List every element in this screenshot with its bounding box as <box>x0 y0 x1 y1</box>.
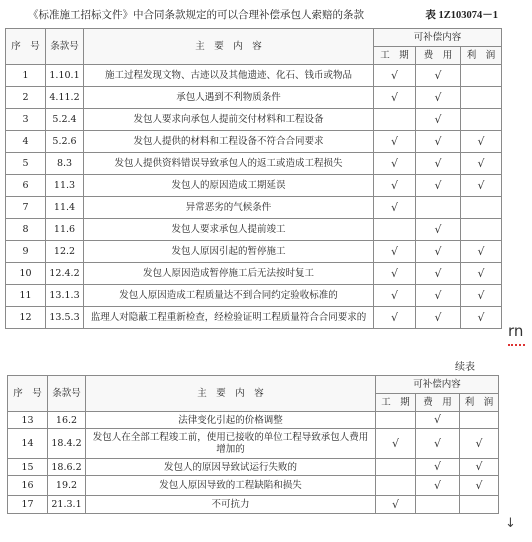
clause-number: 4.11.2 <box>46 87 84 109</box>
claims-table-main <box>5 28 502 329</box>
header-row-continued <box>8 376 499 394</box>
row-number: 13 <box>8 412 48 429</box>
row-content: 监理人对隐蔽工程重新检查，经检验证明工程质量符合合同要求的 <box>84 307 374 329</box>
cost-cell <box>416 175 461 197</box>
clause-number: 1.10.1 <box>46 65 84 87</box>
row-number: 1 <box>6 65 46 87</box>
row-number: 17 <box>8 496 48 514</box>
profit-cell <box>461 175 502 197</box>
table-row <box>6 263 502 285</box>
row-number: 15 <box>8 459 48 476</box>
table-row <box>6 285 502 307</box>
cost-cell <box>416 496 460 514</box>
period-cell <box>374 153 416 175</box>
check-mark-icon: √ <box>434 178 442 192</box>
cost-cell <box>416 412 460 429</box>
header-row <box>6 29 502 47</box>
period-cell <box>374 131 416 153</box>
period-cell <box>374 65 416 87</box>
table-row <box>8 496 499 514</box>
check-mark-icon: √ <box>475 478 483 492</box>
check-mark-icon: √ <box>434 112 442 126</box>
table-body-main <box>6 65 502 329</box>
cost-cell <box>416 263 461 285</box>
cost-cell <box>416 109 461 131</box>
cost-cell <box>416 65 461 87</box>
profit-cell <box>460 429 499 459</box>
clause-number: 11.3 <box>46 175 84 197</box>
profit-cell <box>460 496 499 514</box>
cost-cell <box>416 429 460 459</box>
cost-cell <box>416 87 461 109</box>
profit-cell <box>461 153 502 175</box>
margin-text: rn <box>508 322 524 340</box>
clause-number: 16.2 <box>48 412 86 429</box>
header-seq: 序 号 <box>6 29 46 65</box>
check-mark-icon: √ <box>390 156 398 170</box>
clause-number: 11.6 <box>46 219 84 241</box>
check-mark-icon: √ <box>434 134 442 148</box>
clause-number: 12.2 <box>46 241 84 263</box>
table-row <box>6 241 502 263</box>
row-content: 发包人要求承包人提前竣工 <box>84 219 374 241</box>
check-mark-icon: √ <box>475 436 483 450</box>
check-mark-icon: √ <box>390 288 398 302</box>
check-mark-icon: √ <box>390 68 398 82</box>
profit-cell <box>461 87 502 109</box>
row-content: 发包人原因造成暂停施工后无法按时复工 <box>84 263 374 285</box>
check-mark-icon: √ <box>390 178 398 192</box>
table-row <box>6 197 502 219</box>
table-row <box>6 175 502 197</box>
row-content: 发包人原因造成工程质量达不到合同约定验收标准的 <box>84 285 374 307</box>
check-mark-icon: √ <box>434 266 442 280</box>
header-compensable: 可补偿内容 <box>374 29 502 47</box>
row-number: 12 <box>6 307 46 329</box>
profit-cell <box>461 109 502 131</box>
profit-cell <box>461 131 502 153</box>
check-mark-icon: √ <box>477 244 485 258</box>
spellcheck-underline <box>508 341 525 346</box>
header-period: 工 期 <box>374 47 416 65</box>
clause-number: 5.2.4 <box>46 109 84 131</box>
cost-cell <box>416 285 461 307</box>
check-mark-icon: √ <box>390 200 398 214</box>
row-content: 发包人在全部工程竣工前，使用已接收的单位工程导致承包人费用增加的 <box>86 429 376 459</box>
table-code: 表 1Z103074－1 <box>425 10 498 21</box>
period-cell <box>374 219 416 241</box>
check-mark-icon: √ <box>433 413 441 426</box>
check-mark-icon: √ <box>477 288 485 302</box>
row-content: 发包人的原因导致试运行失败的 <box>86 459 376 476</box>
period-cell <box>374 307 416 329</box>
row-number: 16 <box>8 476 48 496</box>
cost-cell <box>416 307 461 329</box>
check-mark-icon: √ <box>433 460 441 473</box>
period-cell <box>374 285 416 307</box>
clause-number: 21.3.1 <box>48 496 86 514</box>
row-content: 发包人原因导致的工程缺陷和损失 <box>86 476 376 496</box>
table-row <box>8 412 499 429</box>
header-profit: 利 润 <box>460 394 499 412</box>
table-row <box>6 65 502 87</box>
check-mark-icon: √ <box>475 460 483 473</box>
check-mark-icon: √ <box>433 478 441 492</box>
period-cell <box>374 175 416 197</box>
row-number: 11 <box>6 285 46 307</box>
row-number: 7 <box>6 197 46 219</box>
header-cost: 费 用 <box>416 394 460 412</box>
header-content: 主 要 内 容 <box>86 376 376 412</box>
row-content: 发包人原因引起的暂停施工 <box>84 241 374 263</box>
row-content: 不可抗力 <box>86 496 376 514</box>
row-number: 14 <box>8 429 48 459</box>
row-content: 发包人要求向承包人提前交付材料和工程设备 <box>84 109 374 131</box>
period-cell <box>376 459 416 476</box>
profit-cell <box>461 197 502 219</box>
table-row <box>6 153 502 175</box>
table-row <box>6 219 502 241</box>
check-mark-icon: √ <box>434 68 442 82</box>
check-mark-icon: √ <box>390 310 398 324</box>
cost-cell <box>416 197 461 219</box>
clause-number: 13.5.3 <box>46 307 84 329</box>
cost-cell <box>416 476 460 496</box>
row-content: 发包人提供的材料和工程设备不符合合同要求 <box>84 131 374 153</box>
claims-table-continued <box>7 375 499 514</box>
clause-number: 8.3 <box>46 153 84 175</box>
cost-cell <box>416 153 461 175</box>
profit-cell <box>460 412 499 429</box>
period-cell <box>376 476 416 496</box>
check-mark-icon: √ <box>434 244 442 258</box>
clause-number: 19.2 <box>48 476 86 496</box>
check-mark-icon: √ <box>390 134 398 148</box>
header-clause: 条款号 <box>46 29 84 65</box>
row-number: 8 <box>6 219 46 241</box>
table-title <box>28 7 498 25</box>
check-mark-icon: √ <box>433 436 441 450</box>
check-mark-icon: √ <box>434 310 442 324</box>
cost-cell <box>416 241 461 263</box>
row-content: 发包人提供资料错误导致承包人的返工或造成工程损失 <box>84 153 374 175</box>
table-row <box>6 307 502 329</box>
cost-cell <box>416 219 461 241</box>
row-content: 施工过程发现文物、古迹以及其他遗迹、化石、钱币或物品 <box>84 65 374 87</box>
row-number: 3 <box>6 109 46 131</box>
clause-number: 12.4.2 <box>46 263 84 285</box>
check-mark-icon: √ <box>477 266 485 280</box>
check-mark-icon: √ <box>391 436 399 450</box>
row-number: 6 <box>6 175 46 197</box>
cost-cell <box>416 459 460 476</box>
clause-number: 18.4.2 <box>48 429 86 459</box>
profit-cell <box>461 263 502 285</box>
profit-cell <box>461 65 502 87</box>
check-mark-icon: √ <box>477 178 485 192</box>
period-cell <box>376 496 416 514</box>
header-seq: 序 号 <box>8 376 48 412</box>
check-mark-icon: √ <box>477 134 485 148</box>
check-mark-icon: √ <box>434 288 442 302</box>
check-mark-icon: √ <box>390 244 398 258</box>
row-number: 4 <box>6 131 46 153</box>
row-number: 5 <box>6 153 46 175</box>
table-row <box>8 429 499 459</box>
row-number: 9 <box>6 241 46 263</box>
header-compensable: 可补偿内容 <box>376 376 499 394</box>
check-mark-icon: √ <box>390 90 398 104</box>
continued-label: 续表 <box>455 362 475 373</box>
check-mark-icon: √ <box>391 497 399 511</box>
profit-cell <box>461 219 502 241</box>
down-arrow-icon: ↓ <box>505 516 516 531</box>
clause-number: 13.1.3 <box>46 285 84 307</box>
row-content: 发包人的原因造成工期延误 <box>84 175 374 197</box>
header-content: 主 要 内 容 <box>84 29 374 65</box>
margin-annotation <box>508 322 523 340</box>
clause-number: 5.2.6 <box>46 131 84 153</box>
period-cell <box>376 429 416 459</box>
header-period: 工 期 <box>376 394 416 412</box>
table-row <box>6 87 502 109</box>
clause-number: 18.6.2 <box>48 459 86 476</box>
clause-number: 11.4 <box>46 197 84 219</box>
period-cell <box>374 197 416 219</box>
table-row <box>8 459 499 476</box>
profit-cell <box>461 285 502 307</box>
check-mark-icon: √ <box>434 156 442 170</box>
check-mark-icon: √ <box>434 222 442 236</box>
profit-cell <box>461 241 502 263</box>
header-cost: 费 用 <box>416 47 461 65</box>
table-title-text: 《标准施工招标文件》中合同条款规定的可以合理补偿承包人索赔的条款 <box>28 9 364 21</box>
profit-cell <box>460 476 499 496</box>
header-clause: 条款号 <box>48 376 86 412</box>
row-number: 2 <box>6 87 46 109</box>
header-profit: 利 润 <box>461 47 502 65</box>
table-body-continued <box>8 412 499 514</box>
check-mark-icon: √ <box>434 90 442 104</box>
period-cell <box>376 412 416 429</box>
row-content: 异常恶劣的气候条件 <box>84 197 374 219</box>
row-content: 法律变化引起的价格调整 <box>86 412 376 429</box>
row-number: 10 <box>6 263 46 285</box>
check-mark-icon: √ <box>477 156 485 170</box>
check-mark-icon: √ <box>390 266 398 280</box>
profit-cell <box>461 307 502 329</box>
profit-cell <box>460 459 499 476</box>
check-mark-icon: √ <box>477 310 485 324</box>
table-row <box>8 476 499 496</box>
period-cell <box>374 263 416 285</box>
table-row <box>6 131 502 153</box>
row-content: 承包人遇到不利物质条件 <box>84 87 374 109</box>
cost-cell <box>416 131 461 153</box>
period-cell <box>374 87 416 109</box>
table-row <box>6 109 502 131</box>
period-cell <box>374 109 416 131</box>
period-cell <box>374 241 416 263</box>
